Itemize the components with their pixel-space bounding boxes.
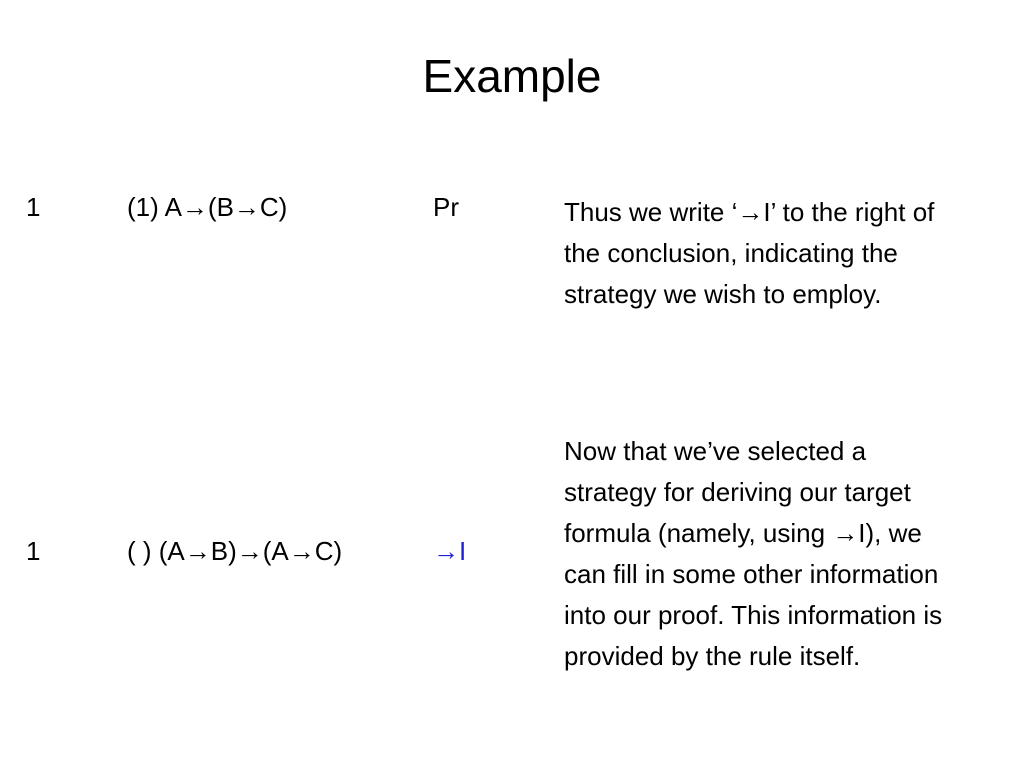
explanation-note: Now that we’ve selected a strategy for deriving our target formula (namely, using →I), we can fill in some other information into our proof. This information is provided by the rule itself. (564, 436, 943, 671)
line-formula: ( ) (A→B)→(A→C) (127, 536, 343, 566)
line-justification: Pr (433, 192, 459, 222)
line-formula: (1) A→(B→C) (127, 192, 288, 222)
assumption-set: 1 (26, 192, 41, 222)
explanation-note: Thus we write ‘→I’ to the right of the conclusion, indicating the strategy we wish to employ. (564, 197, 935, 309)
assumption-set: 1 (26, 536, 41, 566)
proof-line-2 (0, 531, 540, 571)
proof-line-1 (0, 187, 540, 227)
slide-title: Example (422, 50, 602, 102)
line-justification: →I (433, 536, 467, 566)
